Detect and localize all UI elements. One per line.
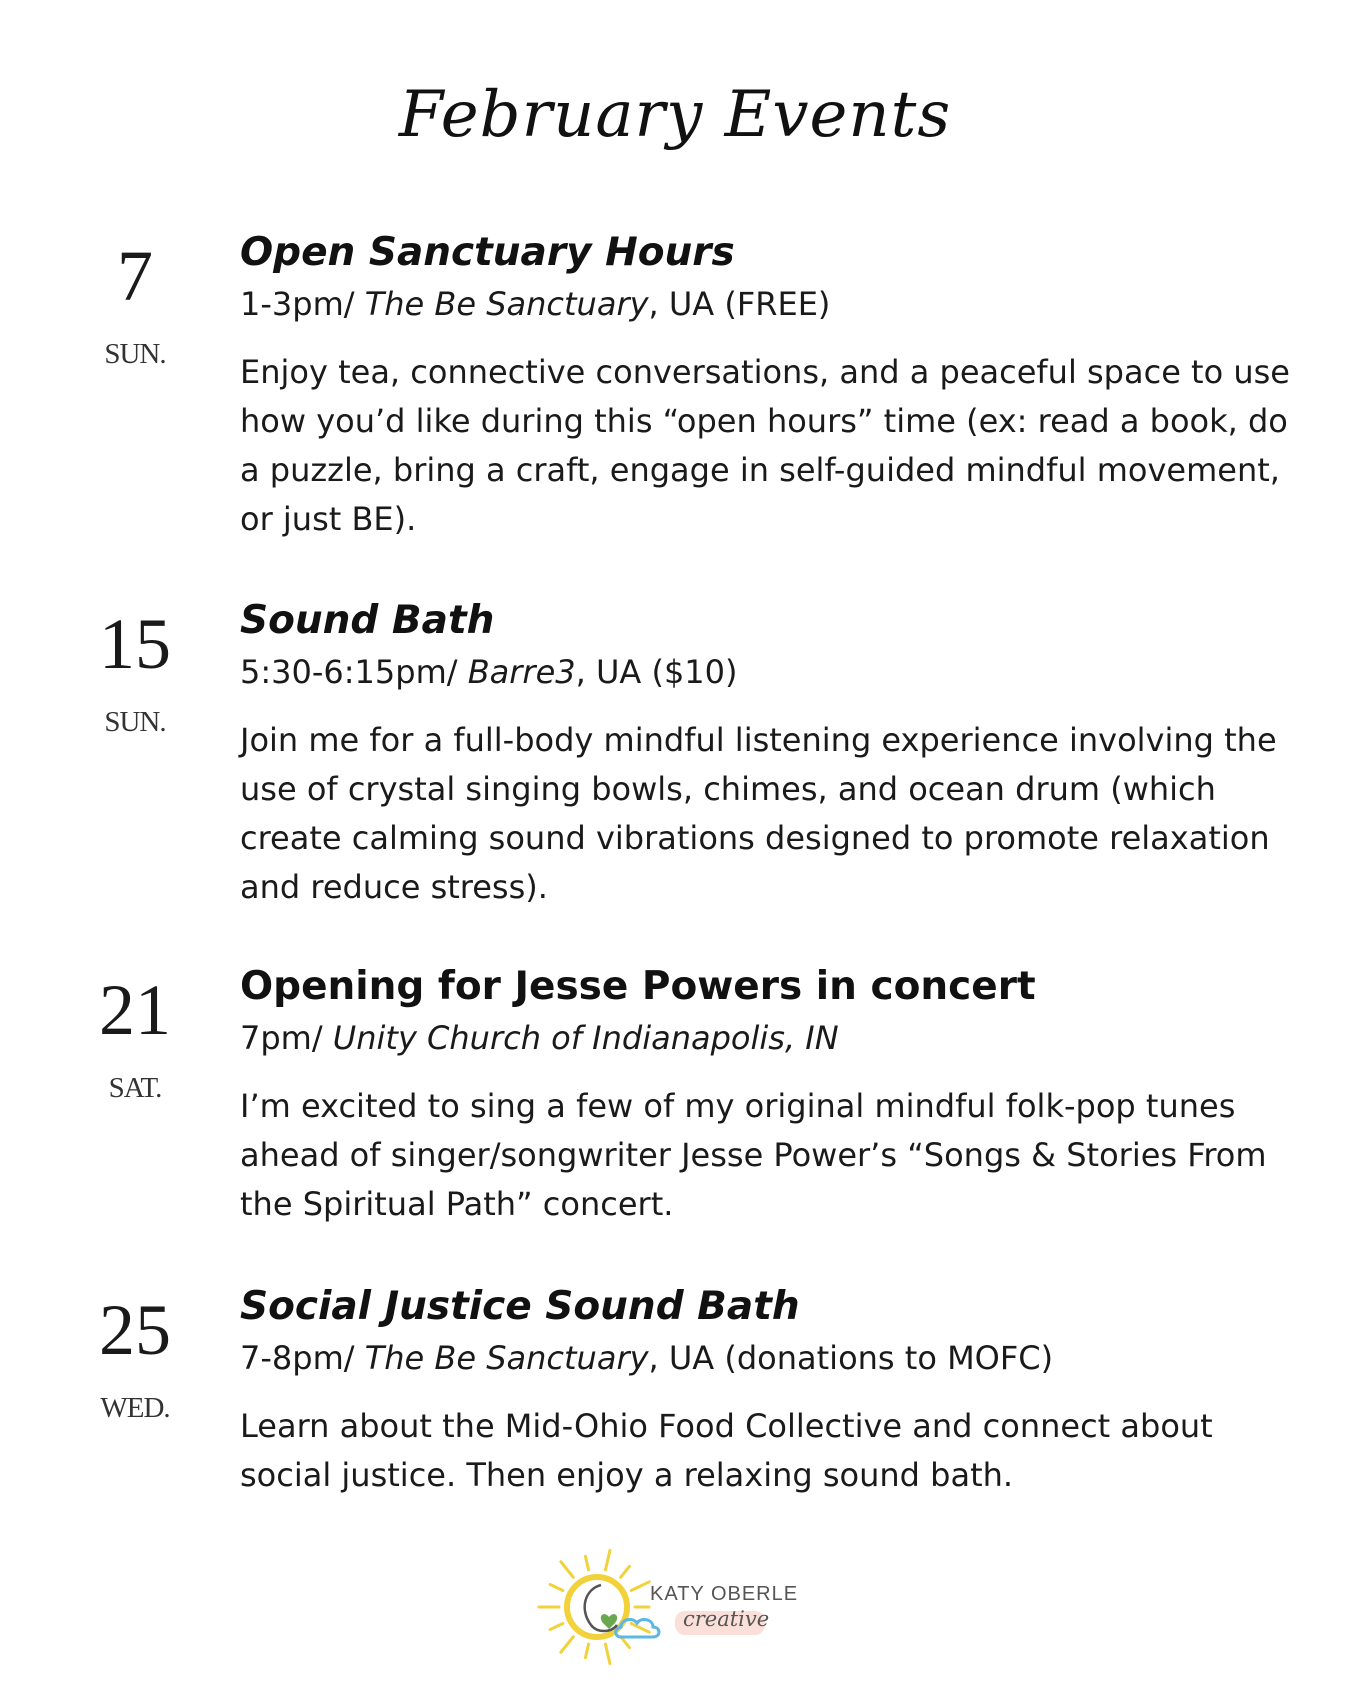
event-content <box>240 596 1300 912</box>
event-location: , UA ($10) <box>575 653 738 691</box>
event-title: Open Sanctuary Hours <box>240 230 735 275</box>
event-title: Opening for Jesse Powers in concert <box>240 964 1036 1009</box>
event-meta <box>240 278 1300 330</box>
event-content <box>240 1282 1300 1500</box>
event-title: Sound Bath <box>240 598 495 643</box>
event-venue: The Be Sanctuary <box>364 1339 649 1377</box>
event-description: Join me for a full-body mindful listening experience involving the use of crystal singing bowls, chimes, and ocean drum (which create calming sound vibrations designed to promote relaxation and reduce stress). <box>240 721 1277 906</box>
event-weekday: WED. <box>100 1392 170 1424</box>
event-venue: Barre3 <box>467 653 576 691</box>
event-meta <box>240 1012 1300 1064</box>
event-date <box>60 604 210 739</box>
event-venue: The Be Sanctuary <box>364 285 649 323</box>
event-venue: Unity Church of Indianapolis, IN <box>332 1019 839 1057</box>
event-description: Learn about the Mid-Ohio Food Collective and connect about social justice. Then enjoy a relaxing sound bath. <box>240 1407 1213 1494</box>
event-time: 1-3pm/ <box>240 285 365 323</box>
event-location: , UA (FREE) <box>648 285 831 323</box>
event-description: Enjoy tea, connective conversations, and a peaceful space to use how you’d like during this “open hours” time (ex: read a book, do a puzzle, bring a craft, engage in self-guided mindful movement, or just BE). <box>240 353 1290 538</box>
logo-name: KATY OBERLE <box>650 1583 799 1605</box>
event-description: I’m excited to sing a few of my original mindful folk-pop tunes ahead of singer/songwriter Jesse Power’s “Songs & Stories From the Spiritual Path” concert. <box>240 1087 1267 1223</box>
event-title: Social Justice Sound Bath <box>240 1284 800 1329</box>
event-date <box>60 236 210 371</box>
event-day-number: 25 <box>99 1290 171 1370</box>
event-meta <box>240 1332 1300 1384</box>
event-time: 7pm/ <box>240 1019 333 1057</box>
event-day-number: 7 <box>117 236 153 316</box>
event-day-number: 21 <box>99 970 171 1050</box>
event-content <box>240 962 1300 1229</box>
event-location: , UA (donations to MOFC) <box>648 1339 1054 1377</box>
logo-subtitle: creative <box>683 1607 770 1631</box>
event-weekday: SUN. <box>104 706 166 738</box>
event-day-number: 15 <box>99 604 171 684</box>
event-weekday: SUN. <box>104 338 166 370</box>
event-weekday: SAT. <box>108 1072 162 1104</box>
brand-logo <box>535 1545 825 1665</box>
event-content <box>240 228 1300 544</box>
event-time: 7-8pm/ <box>240 1339 365 1377</box>
event-date <box>60 970 210 1105</box>
event-date <box>60 1290 210 1425</box>
event-meta <box>240 646 1300 698</box>
event-time: 5:30-6:15pm/ <box>240 653 468 691</box>
page-title: February Events <box>398 78 952 152</box>
